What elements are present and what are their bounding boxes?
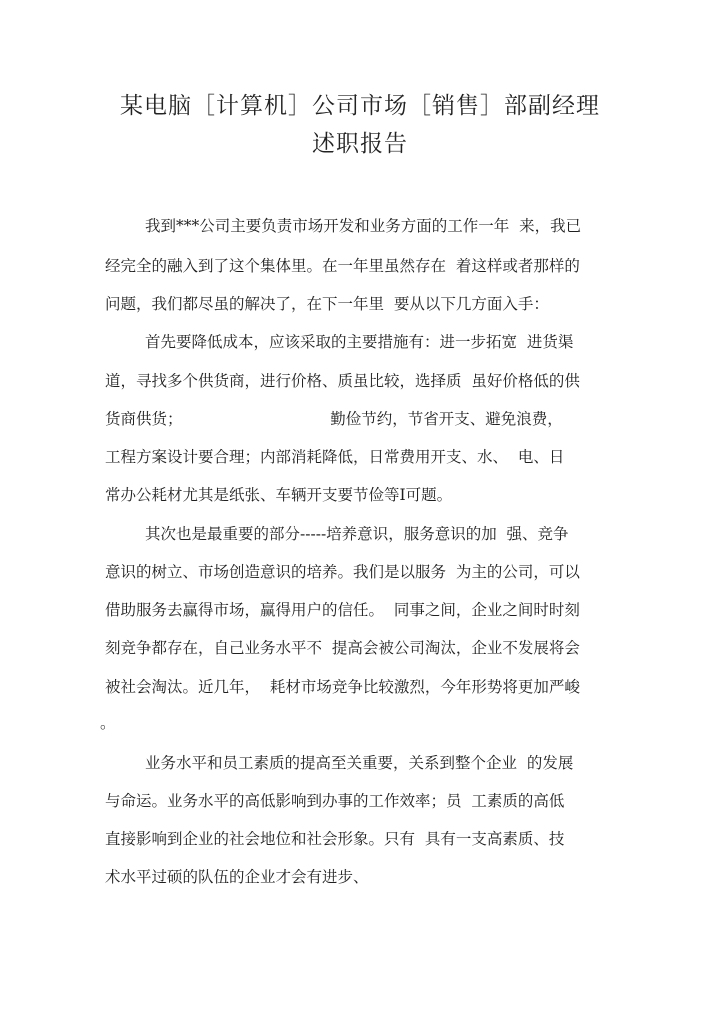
- body-line: 。: [100, 714, 116, 732]
- body-line: 我到***公司主要负责市场开发和业务方面的工作一年 来，我已: [145, 217, 582, 235]
- body-line: 与命运。业务水平的高低影响到办事的工作效率；员 工素质的高低: [105, 792, 565, 810]
- body-line: 直接影响到企业的社会地位和社会形象。只有 具有一支高素质、技: [105, 830, 565, 848]
- document-title-line1: 某电脑［计算机］公司市场［销售］部副经理: [120, 93, 600, 119]
- body-line: 货商供货； 勤俭节约，节省开支、避免浪费，: [105, 410, 563, 428]
- body-line: 道，寻找多个供货商，进行价格、质虽比较，选择质 虽好价格低的供: [105, 372, 580, 390]
- body-line: 业务水平和员工素质的提高至关重要，关系到整个企业 的发展: [145, 754, 574, 772]
- body-line: 常办公耗材尤其是纸张、车辆开支要节俭等I可题。: [105, 486, 453, 504]
- body-line: 被社会淘汰。近几年， 耗材市场竞争比较激烈，今年形势将更加严峻: [105, 678, 580, 696]
- body-line: 工程方案设计要合理；内部消耗降低，日常费用开支、水、 电、日: [105, 448, 565, 466]
- body-line: 问题，我们都尽虽的解决了，在下一年里 要从以下几方面入手：: [105, 295, 549, 313]
- body-line: 术水平过硕的队伍的企业才会有进步、: [105, 868, 369, 886]
- body-line: 刻竞争都存在，自己业务水平不 提高会被公司淘汰，企业不发展将会: [105, 639, 580, 657]
- body-line: 首先要降低成本，应该采取的主要措施有：进一步拓宽 进货渠: [145, 333, 574, 351]
- body-line: 经完全的融入到了这个集体里。在一年里虽然存在 着这样或者那样的: [105, 257, 580, 275]
- body-line: 意识的树立、市场创造意识的培养。我们是以服务 为主的公司，可以: [105, 563, 580, 581]
- body-line: 其次也是最重要的部分-----培养意识，服务意识的加 强、竞争: [145, 525, 569, 543]
- document-title-line2: 述职报告: [312, 131, 408, 157]
- body-line: 借助服务去赢得市场，赢得用户的信任。 同事之间，企业之间时时刻: [105, 601, 580, 619]
